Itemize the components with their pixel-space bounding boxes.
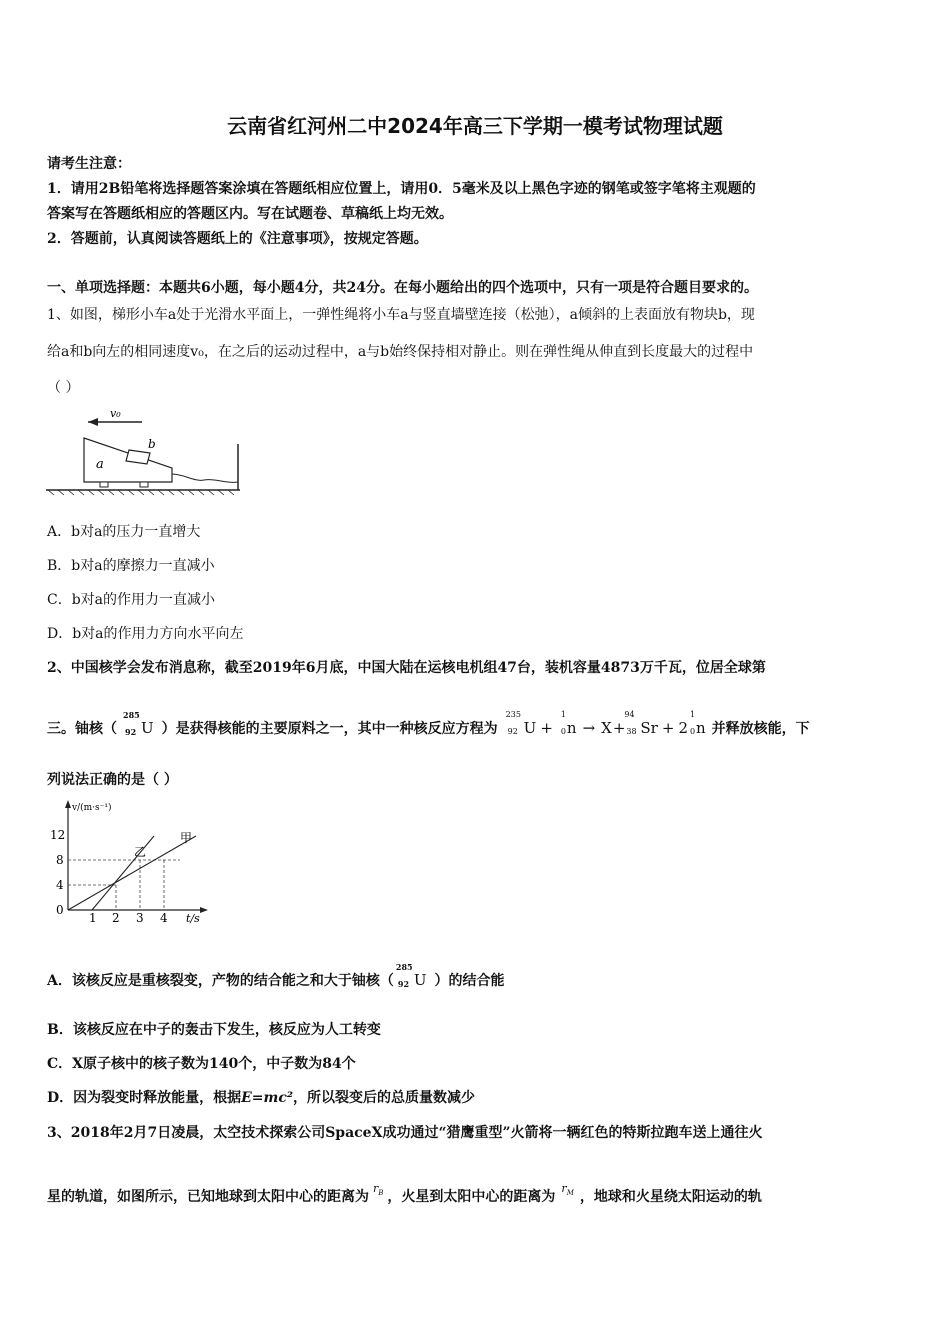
- q1-line-2: 给a和b向左的相同速度v₀，在之后的运动过程中，a与b始终保持相对静止。则在弹性绳从伸直到长度最大的过程中: [47, 344, 754, 360]
- label-yi: 乙: [134, 845, 147, 859]
- uranium-285-symbol: 285 92 U: [123, 710, 154, 737]
- notice-line-2: 答案写在答题纸相应的答题区内。写在试题卷、草稿纸上均无效。: [47, 206, 453, 222]
- q1-figure-cart: [44, 404, 244, 496]
- xtick-3: 3: [136, 911, 144, 925]
- uranium-285-symbol-option: 285 92 U: [395, 962, 427, 989]
- q1-option-d: D．b对a的作用力方向水平向左: [47, 626, 244, 642]
- notice-line-1: 1．请用2B铅笔将选择题答案涂填在答题纸相应位置上，请用0．5毫米及以上黑色字迹的钢笔或签字笔将主观题的: [47, 181, 756, 197]
- graph-ylabel: v/(m·s⁻¹): [72, 803, 112, 813]
- q2-line-1: 2、中国核学会发布消息称，截至2019年6月底，中国大陆在运核电机组47台，装机容量4873万千瓦，位居全球第: [47, 660, 766, 676]
- q2-line-2-a: 三。铀核（: [47, 721, 117, 737]
- q2-option-b: B．该核反应在中子的轰击下发生，核反应为人工转变: [47, 1022, 381, 1038]
- cart-label: a: [96, 457, 104, 472]
- r-earth-symbol: $r_B$: [373, 1182, 384, 1198]
- q2-option-d: D．因为裂变时释放能量，根据E=mc²，所以裂变后的总质量数减少: [47, 1090, 476, 1106]
- notice-heading: 请考生注意：: [47, 156, 131, 172]
- q2-line-2-b: ）是获得核能的主要原料之一，其中一种核反应方程为: [161, 721, 498, 737]
- velocity-label: v₀: [110, 407, 121, 420]
- q2-option-c: C．X原子核中的核子数为140个，中子数为84个: [47, 1056, 356, 1072]
- q1-option-a: A．b对a的压力一直增大: [47, 524, 201, 540]
- q2-option-a: A．该核反应是重核裂变，产物的结合能之和大于铀核（ 285 92 U ）的结合能: [47, 962, 505, 989]
- block-label: b: [148, 437, 156, 451]
- ytick-4: 4: [56, 878, 64, 892]
- r-mars-symbol: $r_M$: [561, 1182, 574, 1198]
- q1-line-1: 1、如图，梯形小车a处于光滑水平面上，一弹性绳将小车a与竖直墙壁连接（松弛），a倾斜的上表面放有物块b，现: [47, 307, 755, 323]
- q3-line-2: 星的轨道，如图所示，已知地球到太阳中心的距离为 $r_B$ ，火星到太阳中心的距离为 $r_M$ ，地球和火星绕太阳运动的轨: [47, 1182, 762, 1205]
- ytick-12: 12: [50, 828, 66, 842]
- xtick-4: 4: [160, 911, 168, 925]
- notice-line-3: 2．答题前，认真阅读答题纸上的《注意事项》，按规定答题。: [47, 231, 428, 247]
- q3-line-1: 3、2018年2月7日凌晨，太空技术探索公司SpaceX成功通过“猎鹰重型”火箭将一辆红色的特斯拉跑车送上通往火: [47, 1125, 763, 1141]
- q1-option-b: B．b对a的摩擦力一直减小: [47, 558, 215, 574]
- xtick-2: 2: [112, 911, 120, 925]
- q2-figure-vt-graph: [44, 798, 214, 928]
- section-heading: 一、单项选择题：本题共6小题，每小题4分，共24分。在每小题给出的四个选项中，只有一项是符合题目要求的。: [47, 280, 758, 296]
- label-jia: 甲: [180, 831, 193, 845]
- q2-line-3: 列说法正确的是（ ）: [47, 772, 178, 788]
- ytick-8: 8: [56, 853, 64, 867]
- nuclear-equation: 235 92 U + 1 0 n → X + 94 38 Sr + 2 1 0 n: [505, 710, 706, 737]
- xtick-1: 1: [89, 911, 97, 925]
- q1-line-3: （ ）: [47, 380, 80, 396]
- ytick-0: 0: [56, 903, 64, 917]
- q2-line-2-c: 并释放核能，下: [711, 721, 810, 737]
- q1-option-c: C．b对a的作用力一直减小: [47, 592, 216, 608]
- q2-line-2: [47, 710, 810, 738]
- graph-xlabel: t/s: [186, 912, 200, 925]
- page-title: 云南省红河州二中2024年高三下学期一模考试物理试题: [227, 114, 723, 138]
